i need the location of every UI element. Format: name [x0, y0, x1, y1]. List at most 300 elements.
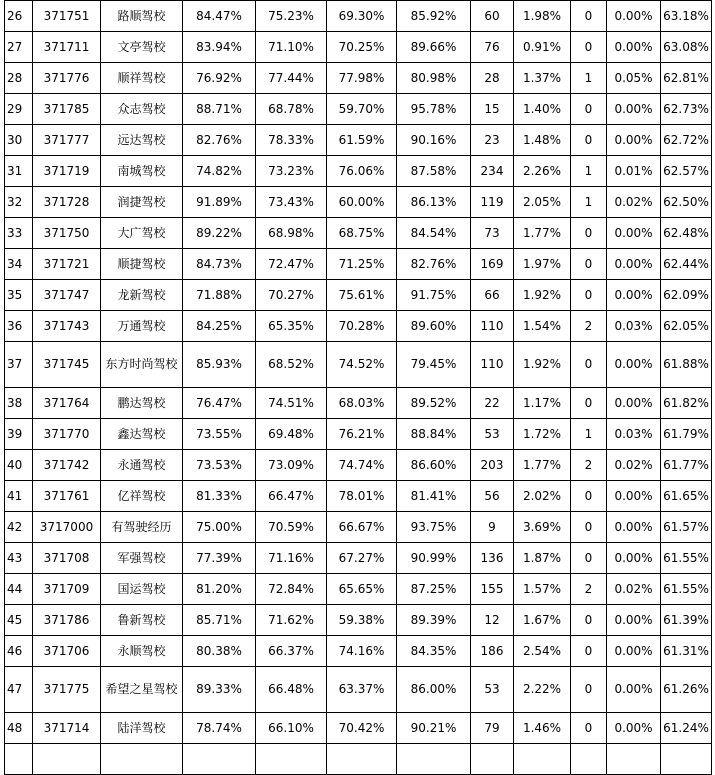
- count-2-cell: 2: [571, 574, 607, 605]
- count-1-cell: 155: [471, 574, 514, 605]
- total-score-cell: [661, 744, 712, 775]
- pass-rate-3-cell: 59.38%: [327, 605, 397, 636]
- table-row: [5, 450, 712, 481]
- table-row: [5, 63, 712, 94]
- pass-rate-2-cell: 72.84%: [256, 574, 327, 605]
- table-row: [5, 249, 712, 280]
- total-score-cell: 61.77%: [661, 450, 712, 481]
- rate-5-cell: 1.92%: [514, 342, 571, 388]
- total-score-cell: 62.72%: [661, 125, 712, 156]
- pass-rate-4-cell: 91.75%: [397, 280, 471, 311]
- total-score-cell: 61.55%: [661, 543, 712, 574]
- table-row: [5, 218, 712, 249]
- count-2-cell: 0: [571, 636, 607, 667]
- pass-rate-1-cell: 88.71%: [183, 94, 256, 125]
- pass-rate-2-cell: 66.37%: [256, 636, 327, 667]
- pass-rate-1-cell: 71.88%: [183, 280, 256, 311]
- rate-5-cell: 1.40%: [514, 94, 571, 125]
- table-row: [5, 388, 712, 419]
- count-1-cell: 12: [471, 605, 514, 636]
- pass-rate-1-cell: 80.38%: [183, 636, 256, 667]
- table-row: [5, 636, 712, 667]
- school-code-cell: 371745: [33, 342, 101, 388]
- total-score-cell: 62.44%: [661, 249, 712, 280]
- pass-rate-1-cell: 76.47%: [183, 388, 256, 419]
- pass-rate-4-cell: 89.39%: [397, 605, 471, 636]
- pass-rate-4-cell: 89.66%: [397, 32, 471, 63]
- pass-rate-2-cell: 69.48%: [256, 419, 327, 450]
- table-row: [5, 342, 712, 388]
- count-1-cell: [471, 744, 514, 775]
- count-1-cell: 53: [471, 667, 514, 713]
- row-index-cell: 42: [5, 512, 33, 543]
- school-code-cell: 371761: [33, 481, 101, 512]
- count-1-cell: 22: [471, 388, 514, 419]
- count-2-cell: 0: [571, 605, 607, 636]
- table-row: [5, 574, 712, 605]
- school-name-cell: 永通驾校: [101, 450, 183, 481]
- pass-rate-3-cell: 70.28%: [327, 311, 397, 342]
- count-1-cell: 234: [471, 156, 514, 187]
- pass-rate-4-cell: 82.76%: [397, 249, 471, 280]
- row-index-cell: 43: [5, 543, 33, 574]
- pass-rate-2-cell: 66.10%: [256, 713, 327, 744]
- rate-6-cell: 0.02%: [607, 574, 661, 605]
- pass-rate-4-cell: 87.58%: [397, 156, 471, 187]
- row-index-cell: 47: [5, 667, 33, 713]
- rate-5-cell: 3.69%: [514, 512, 571, 543]
- row-index-cell: 45: [5, 605, 33, 636]
- school-code-cell: 3717000: [33, 512, 101, 543]
- pass-rate-4-cell: 84.54%: [397, 218, 471, 249]
- row-index-cell: 32: [5, 187, 33, 218]
- table-row: [5, 311, 712, 342]
- rate-6-cell: 0.00%: [607, 249, 661, 280]
- table-row: [5, 125, 712, 156]
- pass-rate-4-cell: 95.78%: [397, 94, 471, 125]
- pass-rate-2-cell: 71.16%: [256, 543, 327, 574]
- count-1-cell: 23: [471, 125, 514, 156]
- pass-rate-1-cell: 75.00%: [183, 512, 256, 543]
- school-name-cell: 东方时尚驾校: [101, 342, 183, 388]
- table-row: [5, 156, 712, 187]
- pass-rate-2-cell: 74.51%: [256, 388, 327, 419]
- total-score-cell: 62.50%: [661, 187, 712, 218]
- count-1-cell: 110: [471, 342, 514, 388]
- count-2-cell: [571, 744, 607, 775]
- rate-5-cell: 2.22%: [514, 667, 571, 713]
- count-1-cell: 203: [471, 450, 514, 481]
- row-index-cell: 38: [5, 388, 33, 419]
- pass-rate-2-cell: 68.78%: [256, 94, 327, 125]
- count-1-cell: 79: [471, 713, 514, 744]
- school-name-cell: 文亭驾校: [101, 32, 183, 63]
- count-2-cell: 0: [571, 512, 607, 543]
- school-code-cell: 371751: [33, 1, 101, 32]
- count-2-cell: 0: [571, 388, 607, 419]
- table-row: [5, 94, 712, 125]
- school-code-cell: 371775: [33, 667, 101, 713]
- rate-6-cell: 0.05%: [607, 63, 661, 94]
- rate-6-cell: 0.00%: [607, 125, 661, 156]
- pass-rate-3-cell: 68.75%: [327, 218, 397, 249]
- pass-rate-3-cell: 61.59%: [327, 125, 397, 156]
- school-code-cell: 371764: [33, 388, 101, 419]
- pass-rate-3-cell: 59.70%: [327, 94, 397, 125]
- rate-6-cell: 0.00%: [607, 481, 661, 512]
- total-score-cell: 61.31%: [661, 636, 712, 667]
- school-name-cell: 顺捷驾校: [101, 249, 183, 280]
- ranking-table: [4, 0, 712, 775]
- rate-6-cell: 0.02%: [607, 187, 661, 218]
- school-name-cell: 顺祥驾校: [101, 63, 183, 94]
- school-code-cell: 371777: [33, 125, 101, 156]
- row-index-cell: 44: [5, 574, 33, 605]
- rate-6-cell: 0.00%: [607, 94, 661, 125]
- table-row: [5, 512, 712, 543]
- rate-6-cell: 0.00%: [607, 512, 661, 543]
- pass-rate-4-cell: 86.60%: [397, 450, 471, 481]
- rate-5-cell: 1.17%: [514, 388, 571, 419]
- rate-5-cell: 1.67%: [514, 605, 571, 636]
- school-name-cell: 永顺驾校: [101, 636, 183, 667]
- pass-rate-3-cell: 75.61%: [327, 280, 397, 311]
- school-code-cell: 371714: [33, 713, 101, 744]
- pass-rate-3-cell: 60.00%: [327, 187, 397, 218]
- count-2-cell: 1: [571, 63, 607, 94]
- pass-rate-3-cell: 65.65%: [327, 574, 397, 605]
- pass-rate-3-cell: 71.25%: [327, 249, 397, 280]
- table-row: [5, 280, 712, 311]
- row-index-cell: 46: [5, 636, 33, 667]
- row-index-cell: 40: [5, 450, 33, 481]
- rate-5-cell: 2.05%: [514, 187, 571, 218]
- row-index-cell: 29: [5, 94, 33, 125]
- table-row-cutoff: [5, 744, 712, 775]
- school-name-cell: 陆洋驾校: [101, 713, 183, 744]
- school-name-cell: 远达驾校: [101, 125, 183, 156]
- rate-5-cell: 2.54%: [514, 636, 571, 667]
- count-1-cell: 136: [471, 543, 514, 574]
- school-code-cell: 371743: [33, 311, 101, 342]
- count-1-cell: 15: [471, 94, 514, 125]
- pass-rate-1-cell: 77.39%: [183, 543, 256, 574]
- table-row: [5, 543, 712, 574]
- table-row: [5, 419, 712, 450]
- total-score-cell: 61.26%: [661, 667, 712, 713]
- pass-rate-1-cell: 74.82%: [183, 156, 256, 187]
- pass-rate-3-cell: 74.52%: [327, 342, 397, 388]
- pass-rate-3-cell: 77.98%: [327, 63, 397, 94]
- pass-rate-4-cell: 89.52%: [397, 388, 471, 419]
- rate-6-cell: 0.00%: [607, 32, 661, 63]
- pass-rate-3-cell: 67.27%: [327, 543, 397, 574]
- pass-rate-2-cell: [256, 744, 327, 775]
- total-score-cell: 62.81%: [661, 63, 712, 94]
- pass-rate-2-cell: 66.47%: [256, 481, 327, 512]
- count-2-cell: 1: [571, 156, 607, 187]
- rate-6-cell: 0.00%: [607, 667, 661, 713]
- pass-rate-2-cell: 68.52%: [256, 342, 327, 388]
- total-score-cell: 61.65%: [661, 481, 712, 512]
- pass-rate-1-cell: 83.94%: [183, 32, 256, 63]
- school-name-cell: 润捷驾校: [101, 187, 183, 218]
- total-score-cell: 62.09%: [661, 280, 712, 311]
- pass-rate-3-cell: 68.03%: [327, 388, 397, 419]
- rate-6-cell: 0.03%: [607, 419, 661, 450]
- pass-rate-3-cell: [327, 744, 397, 775]
- total-score-cell: 61.88%: [661, 342, 712, 388]
- count-1-cell: 66: [471, 280, 514, 311]
- pass-rate-1-cell: 84.73%: [183, 249, 256, 280]
- count-2-cell: 1: [571, 419, 607, 450]
- table-row: [5, 605, 712, 636]
- rate-5-cell: 1.48%: [514, 125, 571, 156]
- rate-6-cell: 0.02%: [607, 450, 661, 481]
- row-index-cell: 26: [5, 1, 33, 32]
- school-code-cell: 371706: [33, 636, 101, 667]
- total-score-cell: 63.08%: [661, 32, 712, 63]
- school-name-cell: [101, 744, 183, 775]
- pass-rate-1-cell: 81.20%: [183, 574, 256, 605]
- school-code-cell: 371770: [33, 419, 101, 450]
- rate-5-cell: 0.91%: [514, 32, 571, 63]
- pass-rate-2-cell: 68.98%: [256, 218, 327, 249]
- table-row: [5, 32, 712, 63]
- school-name-cell: 路顺驾校: [101, 1, 183, 32]
- count-1-cell: 76: [471, 32, 514, 63]
- pass-rate-1-cell: 73.53%: [183, 450, 256, 481]
- pass-rate-3-cell: 76.21%: [327, 419, 397, 450]
- school-name-cell: 南城驾校: [101, 156, 183, 187]
- pass-rate-3-cell: 78.01%: [327, 481, 397, 512]
- pass-rate-4-cell: 88.84%: [397, 419, 471, 450]
- rate-6-cell: 0.00%: [607, 388, 661, 419]
- total-score-cell: 62.57%: [661, 156, 712, 187]
- count-2-cell: 0: [571, 667, 607, 713]
- school-name-cell: 鹏达驾校: [101, 388, 183, 419]
- pass-rate-4-cell: 87.25%: [397, 574, 471, 605]
- school-name-cell: 鑫达驾校: [101, 419, 183, 450]
- count-2-cell: 1: [571, 187, 607, 218]
- pass-rate-3-cell: 74.74%: [327, 450, 397, 481]
- pass-rate-3-cell: 63.37%: [327, 667, 397, 713]
- rate-5-cell: 1.87%: [514, 543, 571, 574]
- pass-rate-1-cell: 84.25%: [183, 311, 256, 342]
- pass-rate-4-cell: 80.98%: [397, 63, 471, 94]
- pass-rate-3-cell: 76.06%: [327, 156, 397, 187]
- pass-rate-3-cell: 70.42%: [327, 713, 397, 744]
- row-index-cell: 34: [5, 249, 33, 280]
- pass-rate-4-cell: 79.45%: [397, 342, 471, 388]
- school-code-cell: 371742: [33, 450, 101, 481]
- rate-5-cell: 1.72%: [514, 419, 571, 450]
- count-2-cell: 0: [571, 342, 607, 388]
- pass-rate-4-cell: 86.00%: [397, 667, 471, 713]
- count-2-cell: 0: [571, 94, 607, 125]
- pass-rate-1-cell: 85.71%: [183, 605, 256, 636]
- school-code-cell: 371786: [33, 605, 101, 636]
- count-2-cell: 0: [571, 543, 607, 574]
- pass-rate-2-cell: 72.47%: [256, 249, 327, 280]
- school-code-cell: 371750: [33, 218, 101, 249]
- school-code-cell: 371709: [33, 574, 101, 605]
- total-score-cell: 61.24%: [661, 713, 712, 744]
- count-1-cell: 9: [471, 512, 514, 543]
- pass-rate-4-cell: [397, 744, 471, 775]
- school-name-cell: 亿祥驾校: [101, 481, 183, 512]
- school-code-cell: 371776: [33, 63, 101, 94]
- school-code-cell: [33, 744, 101, 775]
- pass-rate-2-cell: 75.23%: [256, 1, 327, 32]
- pass-rate-2-cell: 77.44%: [256, 63, 327, 94]
- pass-rate-1-cell: 84.47%: [183, 1, 256, 32]
- school-code-cell: 371747: [33, 280, 101, 311]
- rate-5-cell: 1.92%: [514, 280, 571, 311]
- school-name-cell: 大广驾校: [101, 218, 183, 249]
- count-2-cell: 0: [571, 481, 607, 512]
- rate-6-cell: 0.03%: [607, 311, 661, 342]
- count-1-cell: 110: [471, 311, 514, 342]
- rate-6-cell: 0.00%: [607, 280, 661, 311]
- school-code-cell: 371785: [33, 94, 101, 125]
- school-code-cell: 371711: [33, 32, 101, 63]
- pass-rate-1-cell: 91.89%: [183, 187, 256, 218]
- pass-rate-2-cell: 71.62%: [256, 605, 327, 636]
- school-name-cell: 龙新驾校: [101, 280, 183, 311]
- row-index-cell: 39: [5, 419, 33, 450]
- pass-rate-3-cell: 74.16%: [327, 636, 397, 667]
- row-index-cell: 31: [5, 156, 33, 187]
- pass-rate-4-cell: 93.75%: [397, 512, 471, 543]
- rate-5-cell: 1.97%: [514, 249, 571, 280]
- total-score-cell: 61.82%: [661, 388, 712, 419]
- count-2-cell: 0: [571, 713, 607, 744]
- count-1-cell: 53: [471, 419, 514, 450]
- total-score-cell: 61.55%: [661, 574, 712, 605]
- count-2-cell: 0: [571, 125, 607, 156]
- school-code-cell: 371728: [33, 187, 101, 218]
- pass-rate-3-cell: 69.30%: [327, 1, 397, 32]
- pass-rate-4-cell: 85.92%: [397, 1, 471, 32]
- pass-rate-4-cell: 89.60%: [397, 311, 471, 342]
- table-row: [5, 1, 712, 32]
- school-code-cell: 371719: [33, 156, 101, 187]
- pass-rate-1-cell: 73.55%: [183, 419, 256, 450]
- pass-rate-1-cell: [183, 744, 256, 775]
- row-index-cell: [5, 744, 33, 775]
- pass-rate-2-cell: 73.23%: [256, 156, 327, 187]
- school-name-cell: 众志驾校: [101, 94, 183, 125]
- pass-rate-1-cell: 89.22%: [183, 218, 256, 249]
- rate-5-cell: 1.77%: [514, 450, 571, 481]
- row-index-cell: 37: [5, 342, 33, 388]
- row-index-cell: 33: [5, 218, 33, 249]
- row-index-cell: 36: [5, 311, 33, 342]
- pass-rate-1-cell: 78.74%: [183, 713, 256, 744]
- table-row: [5, 667, 712, 713]
- count-1-cell: 28: [471, 63, 514, 94]
- count-1-cell: 119: [471, 187, 514, 218]
- table-row: [5, 481, 712, 512]
- pass-rate-1-cell: 85.93%: [183, 342, 256, 388]
- pass-rate-3-cell: 66.67%: [327, 512, 397, 543]
- count-1-cell: 56: [471, 481, 514, 512]
- count-2-cell: 2: [571, 450, 607, 481]
- pass-rate-2-cell: 65.35%: [256, 311, 327, 342]
- rate-5-cell: 2.26%: [514, 156, 571, 187]
- rate-6-cell: 0.00%: [607, 218, 661, 249]
- school-name-cell: 军强驾校: [101, 543, 183, 574]
- rate-5-cell: 1.37%: [514, 63, 571, 94]
- school-name-cell: 鲁新驾校: [101, 605, 183, 636]
- rate-5-cell: [514, 744, 571, 775]
- school-code-cell: 371721: [33, 249, 101, 280]
- pass-rate-1-cell: 82.76%: [183, 125, 256, 156]
- pass-rate-2-cell: 71.10%: [256, 32, 327, 63]
- row-index-cell: 48: [5, 713, 33, 744]
- total-score-cell: 62.05%: [661, 311, 712, 342]
- school-name-cell: 有驾驶经历: [101, 512, 183, 543]
- pass-rate-1-cell: 89.33%: [183, 667, 256, 713]
- pass-rate-2-cell: 70.59%: [256, 512, 327, 543]
- rate-5-cell: 1.77%: [514, 218, 571, 249]
- pass-rate-4-cell: 90.99%: [397, 543, 471, 574]
- total-score-cell: 61.79%: [661, 419, 712, 450]
- rate-6-cell: 0.00%: [607, 636, 661, 667]
- rate-6-cell: 0.00%: [607, 713, 661, 744]
- school-name-cell: 国运驾校: [101, 574, 183, 605]
- rate-5-cell: 1.46%: [514, 713, 571, 744]
- pass-rate-2-cell: 66.48%: [256, 667, 327, 713]
- row-index-cell: 28: [5, 63, 33, 94]
- count-2-cell: 0: [571, 32, 607, 63]
- pass-rate-4-cell: 86.13%: [397, 187, 471, 218]
- count-1-cell: 186: [471, 636, 514, 667]
- count-1-cell: 60: [471, 1, 514, 32]
- pass-rate-4-cell: 84.35%: [397, 636, 471, 667]
- count-2-cell: 0: [571, 1, 607, 32]
- pass-rate-4-cell: 81.41%: [397, 481, 471, 512]
- row-index-cell: 30: [5, 125, 33, 156]
- pass-rate-2-cell: 70.27%: [256, 280, 327, 311]
- school-name-cell: 希望之星驾校: [101, 667, 183, 713]
- pass-rate-2-cell: 73.43%: [256, 187, 327, 218]
- total-score-cell: 62.48%: [661, 218, 712, 249]
- school-code-cell: 371708: [33, 543, 101, 574]
- rate-5-cell: 1.98%: [514, 1, 571, 32]
- total-score-cell: 63.18%: [661, 1, 712, 32]
- pass-rate-2-cell: 73.09%: [256, 450, 327, 481]
- pass-rate-1-cell: 81.33%: [183, 481, 256, 512]
- table-body: [5, 1, 712, 775]
- total-score-cell: 62.73%: [661, 94, 712, 125]
- rate-5-cell: 1.57%: [514, 574, 571, 605]
- table-row: [5, 713, 712, 744]
- rate-6-cell: 0.00%: [607, 605, 661, 636]
- count-1-cell: 73: [471, 218, 514, 249]
- count-2-cell: 0: [571, 249, 607, 280]
- rate-6-cell: 0.00%: [607, 543, 661, 574]
- row-index-cell: 41: [5, 481, 33, 512]
- school-name-cell: 万通驾校: [101, 311, 183, 342]
- rate-5-cell: 2.02%: [514, 481, 571, 512]
- row-index-cell: 27: [5, 32, 33, 63]
- rate-6-cell: 0.01%: [607, 156, 661, 187]
- total-score-cell: 61.57%: [661, 512, 712, 543]
- pass-rate-4-cell: 90.21%: [397, 713, 471, 744]
- rate-6-cell: 0.00%: [607, 1, 661, 32]
